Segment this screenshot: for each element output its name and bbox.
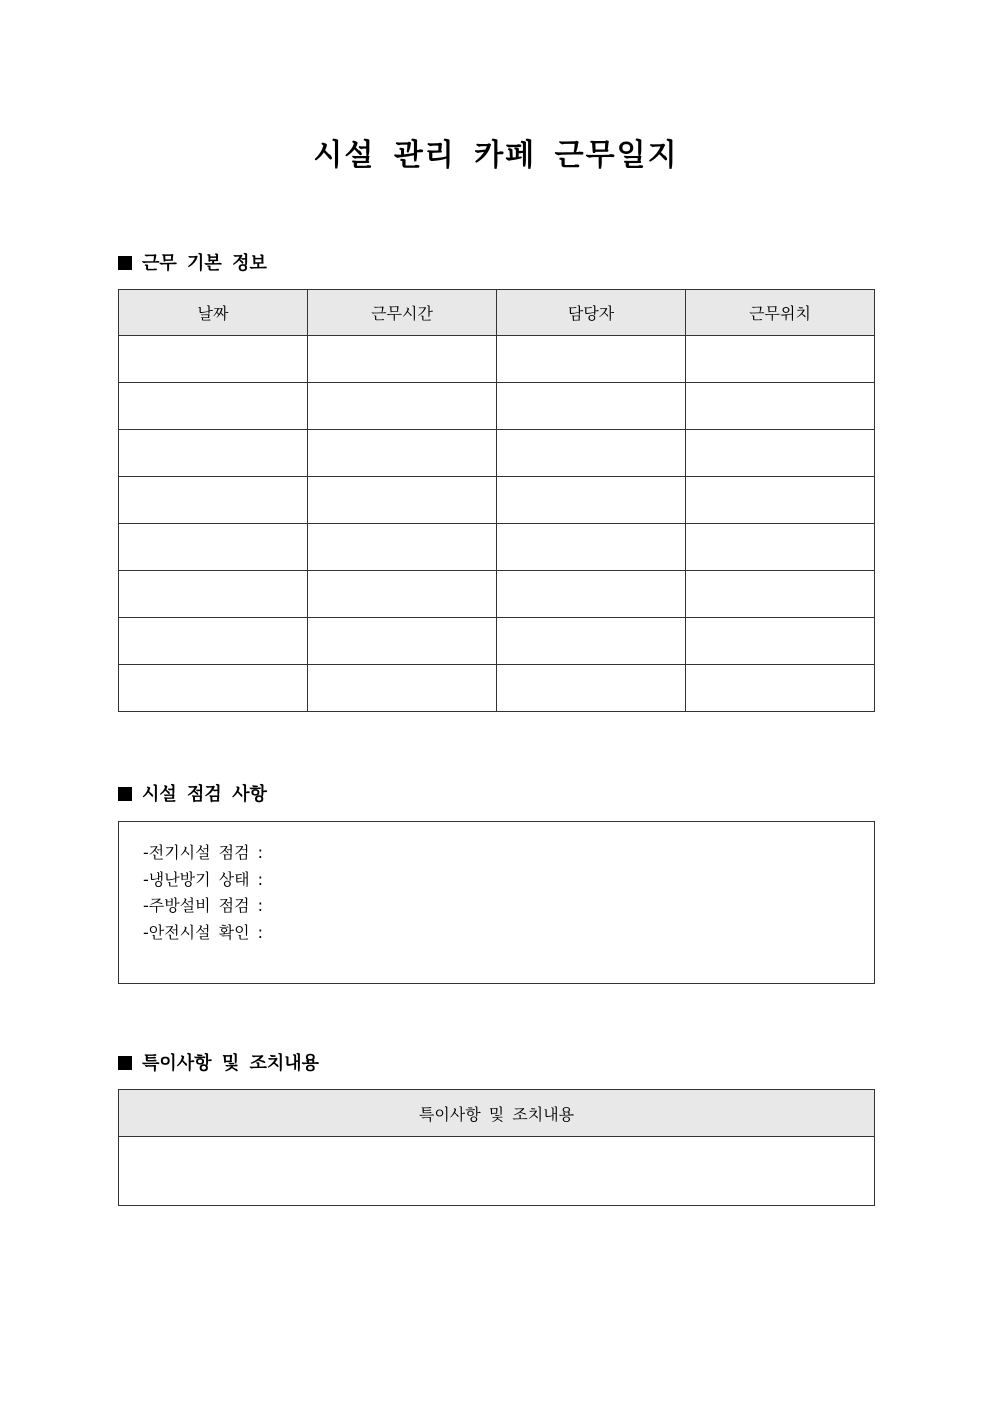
notes-table: [118, 1089, 875, 1206]
section-heading-label: 근무 기본 정보: [142, 253, 267, 274]
table-cell[interactable]: [308, 336, 497, 383]
section-heading-basic-info: [118, 251, 267, 277]
page-title: 시설 관리 카페 근무일지: [313, 138, 679, 173]
table-row: [119, 477, 875, 524]
square-bullet-icon: [118, 787, 132, 801]
table-cell[interactable]: [497, 477, 686, 524]
table-cell[interactable]: [119, 618, 308, 665]
table-cell[interactable]: [686, 524, 875, 571]
table-cell[interactable]: [119, 383, 308, 430]
column-header-date: 날짜: [119, 290, 308, 336]
table-row: [119, 571, 875, 618]
table-cell[interactable]: [119, 665, 308, 712]
table-row: [119, 383, 875, 430]
table-cell[interactable]: [497, 383, 686, 430]
table-row: [119, 336, 875, 383]
inspection-item-electrical: -전기시설 점검 :: [143, 843, 264, 862]
table-row: [119, 1137, 875, 1206]
table-cell[interactable]: [308, 571, 497, 618]
column-header-work-hours: 근무시간: [308, 290, 497, 336]
notes-table-header: 특이사항 및 조치내용: [119, 1090, 875, 1137]
column-header-staff: 담당자: [497, 290, 686, 336]
table-cell[interactable]: [308, 524, 497, 571]
table-cell[interactable]: [497, 524, 686, 571]
column-header-work-location: 근무위치: [686, 290, 875, 336]
inspection-item-safety: -안전시설 확인 :: [143, 922, 264, 942]
table-cell[interactable]: [497, 336, 686, 383]
table-row: [119, 618, 875, 665]
table-cell[interactable]: [686, 336, 875, 383]
inspection-box[interactable]: [118, 821, 875, 984]
table-header-row: [119, 290, 875, 336]
table-cell[interactable]: [308, 665, 497, 712]
section-heading-label: 시설 점검 사항: [142, 784, 267, 805]
table-header-row: [119, 1090, 875, 1137]
table-cell[interactable]: [497, 618, 686, 665]
table-cell[interactable]: [686, 618, 875, 665]
table-row: [119, 665, 875, 712]
table-cell[interactable]: [119, 477, 308, 524]
work-info-table: [118, 289, 875, 712]
table-cell[interactable]: [308, 477, 497, 524]
table-cell[interactable]: [119, 571, 308, 618]
section-heading-inspection: [118, 782, 267, 808]
table-row: [119, 524, 875, 571]
inspection-item-kitchen: -주방설비 점검 :: [143, 896, 264, 915]
table-cell[interactable]: [497, 430, 686, 477]
section-heading-label: 특이사항 및 조치내용: [142, 1053, 320, 1074]
table-cell[interactable]: [119, 336, 308, 383]
inspection-item-hvac: -냉난방기 상태 :: [143, 869, 264, 889]
table-cell[interactable]: [686, 430, 875, 477]
table-cell[interactable]: [497, 571, 686, 618]
table-row: [119, 430, 875, 477]
table-cell[interactable]: [686, 665, 875, 712]
table-cell[interactable]: [686, 383, 875, 430]
table-cell[interactable]: [308, 430, 497, 477]
table-cell[interactable]: [119, 524, 308, 571]
table-cell[interactable]: [119, 430, 308, 477]
notes-content-cell[interactable]: [119, 1137, 875, 1206]
table-cell[interactable]: [497, 665, 686, 712]
square-bullet-icon: [118, 256, 132, 270]
inspection-list: [119, 822, 874, 946]
table-cell[interactable]: [686, 477, 875, 524]
section-heading-notes: [118, 1051, 319, 1077]
table-cell[interactable]: [308, 618, 497, 665]
table-cell[interactable]: [308, 383, 497, 430]
square-bullet-icon: [118, 1056, 132, 1070]
table-cell[interactable]: [686, 571, 875, 618]
